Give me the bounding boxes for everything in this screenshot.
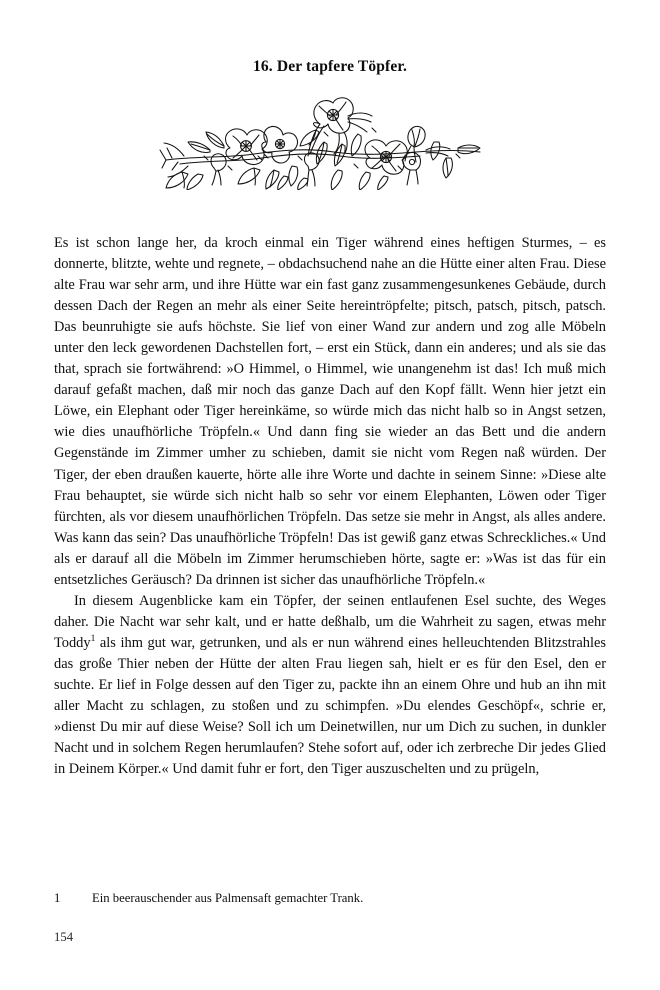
- body-text: [54, 233, 606, 780]
- footnote-number: 1: [54, 891, 61, 905]
- page-number: 154: [54, 930, 74, 944]
- paragraph-2-part-2: als ihm gut war, getrunken, und als er nun während eines helleuchtenden Blitzstrahles das große Thier neben der Hütte der alten Frau liegen sah, hielt er es für den Esel, den er suchte. Er lief in Folge dessen auf den Tiger zu, packte ihn an einem Ohre und hub an ihn mit aller Macht zu schlagen, zu stoßen und zu schimpfen. »Du elendes Geschöpf«, schrie er, »dienst Du mir auf diese Weise? Soll ich um Deinetwillen, nur um Dich zu suchen, in dunkler Nacht und in solchem Regen herumlaufen? Stehe sofort auf, oder ich zerbreche Dir jedes Glied in Deinem Körper.« Und damit fuhr er fort, den Tiger auszuschelten und zu prügeln,: [54, 634, 606, 778]
- footnote-reference[interactable]: 1: [90, 634, 96, 645]
- paragraph-2: [54, 591, 606, 780]
- footnote: [54, 890, 606, 907]
- floral-vine-ornament: [158, 86, 488, 190]
- paragraph-1: Es ist schon lange her, da kroch einmal ein Tiger während eines heftigen Sturmes, – es donnerte, blitzte, wehte und regnete, – obdachsuchend nahe an die Hütte einer alten Frau. Diese alte Frau war sehr arm, und ihre Hütte war ein fast ganz zusammengesunkenes Gebäude, durch dessen Dach der Regen an mehr als einer Seite hereintröpfelte; pitsch, patsch, pitsch, patsch. Das beunruhigte sie aufs höchste. Sie lief von einer Wand zur andern und zog alle Möbeln unter den leck gewordenen Dachstellen fort, – erst ein Stück, dann ein anderes; und als sie das that, sprach sie fortwährend: »O Himmel, o Himmel, wie unangenehm ist das! Ich muß mich darauf gefaßt machen, daß mir noch das ganze Dach auf den Kopf fällt. Wenn hier jetzt ein Löwe, ein Elephant oder Tiger hereinkäme, so würde mich das nicht halb so in Angst setzen, wie dies unaufhörliche Tröpfeln.« Und dann fing sie wieder an das Bett und die andern Gegenstände im Zimmer umher zu schieben, damit sie nicht vom Regen naß würden. Der Tiger, der eben draußen kauerte, hörte alle ihre Worte und dachte in seinem Sinne: »Diese alte Frau behauptet, sie würde sich nicht halb so sehr vor einem Elephanten, Löwen oder Tiger fürchten, als vor diesem unaufhörlichen Tröpfeln. Das setze sie mehr in Angst, als alles andere. Was kann das sein? Das unaufhörliche Tröpfeln! Das ist gewiß ganz etwas Schreckliches.« Und als er darauf all die Möbeln im Zimmer herumschieben hörte, sagte er: »Was ist das für ein entsetzliches Geräusch? Da drinnen ist sicher das unaufhörliche Tröpfeln.«: [54, 235, 606, 588]
- page-title: 16. Der tapfere Töpfer.: [253, 58, 407, 75]
- paragraph-2-part-1: In diesem Augenblicke kam ein Töpfer, der seinen entlaufenen Esel suchte, des Weges daher. Die Nacht war sehr kalt, und er hatte deßhalb, um die Wahrheit zu sagen, etwas mehr Toddy: [54, 592, 606, 651]
- footnote-text: Ein beerauschender aus Palmensaft gemachter Trank.: [92, 891, 364, 905]
